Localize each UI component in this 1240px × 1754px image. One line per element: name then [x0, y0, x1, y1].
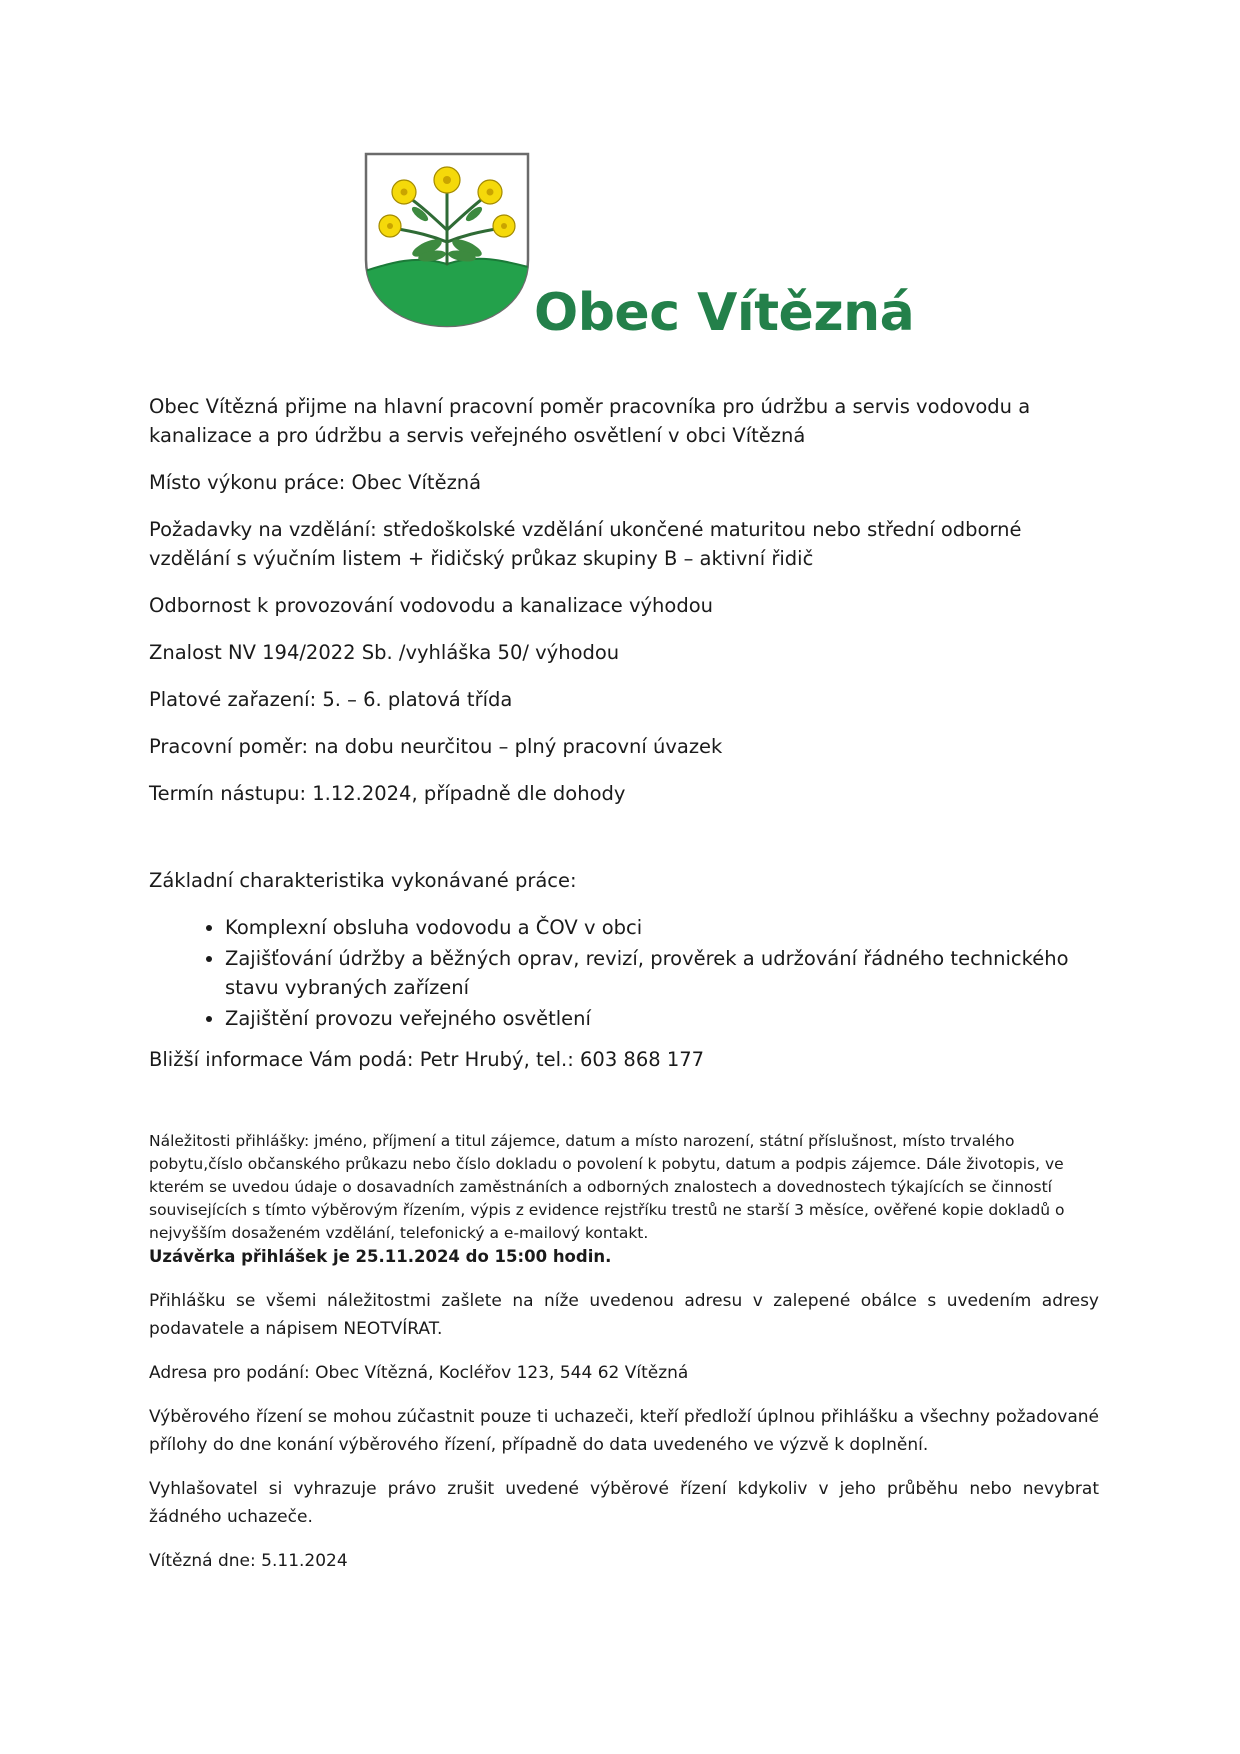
contact-line: Bližší informace Vám podá: Petr Hrubý, tel.: 603 868 177	[149, 1048, 705, 1071]
application-requirements: Náležitosti přihlášky: jméno, příjmení a titul zájemce, datum a místo narození, státní příslušnost, místo trvalého pobytu,číslo občanského průkazu nebo číslo dokladu o povolení k pobytu, datum a podpis zájemce. Dále životopis, ve kterém se uvedou údaje o dosavadních zaměstnáních a odborných znalostech a dovednostech týkajících se činností souvisejících s tímto výběrovým řízením, výpis z evidence rejstříku trestů ne starší 3 měsíce, ověřené kopie dokladů o nejvyšším dosaženém vzdělání, telefonický a e-mailový kontakt.	[149, 1132, 1065, 1242]
knowledge-line: Znalost NV 194/2022 Sb. /vyhláška 50/ výhodou	[149, 641, 620, 664]
salary-line: Platové zařazení: 5. – 6. platová třída	[149, 688, 513, 711]
list-item: • Komplexní obsluha vodovodu a ČOV v obci	[225, 913, 1099, 942]
list-item: • Zajišťování údržby a běžných oprav, revizí, prověrek a udržování řádného technického stavu vybraných zařízení	[225, 944, 1099, 1002]
spacer	[149, 826, 1099, 866]
reservation-paragraph: Vyhlašovatel si vyhrazuje právo zrušit uvedené výběrové řízení kdykoliv v jeho průběhu nebo nevybrat žádného uchazeče.	[149, 1479, 1099, 1527]
coat-of-arms-logo	[362, 150, 532, 330]
workplace-line: Místo výkonu práce: Obec Vítězná	[149, 471, 482, 494]
send-instructions: Přihlášku se všemi náležitostmi zašlete na níže uvedenou adresu v zalepené obálce s uvedením adresy podavatele a nápisem NEOTVÍRAT.	[149, 1291, 1099, 1339]
intro-paragraph: Obec Vítězná přijme na hlavní pracovní poměr pracovníka pro údržbu a servis vodovodu a kanalizace a pro údržbu a servis veřejného osvětlení v obci Vítězná	[149, 395, 1031, 447]
education-line: Požadavky na vzdělání: středoškolské vzdělání ukončené maturitou nebo střední odborné vzdělání s výučním listem + řidičský průkaz skupiny B – aktivní řidič	[149, 518, 1022, 570]
tasks-heading: Základní charakteristika vykonávané práce:	[149, 869, 577, 892]
eligibility-paragraph: Výběrového řízení se mohou zúčastnit pouze ti uchazeči, kteří předloží úplnou přihlášku a všechny požadované přílohy do dne konání výběrového řízení, případně do data uvedeného ve výzvě k doplnění.	[149, 1407, 1099, 1455]
document-date: Vítězná dne: 5.11.2024	[149, 1551, 348, 1571]
tasks-list	[149, 913, 1099, 1033]
document-body	[149, 392, 1099, 1591]
application-deadline: Uzávěrka přihlášek je 25.11.2024 do 15:00 hodin.	[149, 1247, 612, 1266]
list-item: • Zajištění provozu veřejného osvětlení	[225, 1004, 1099, 1033]
municipality-title: Obec Vítězná	[534, 283, 915, 343]
submission-address: Adresa pro podání: Obec Vítězná, Kocléřov 123, 544 62 Vítězná	[149, 1363, 689, 1383]
employment-line: Pracovní poměr: na dobu neurčitou – plný pracovní úvazek	[149, 735, 723, 758]
start-date-line: Termín nástupu: 1.12.2024, případně dle dohody	[149, 782, 626, 805]
expertise-line: Odbornost k provozování vodovodu a kanalizace výhodou	[149, 594, 714, 617]
